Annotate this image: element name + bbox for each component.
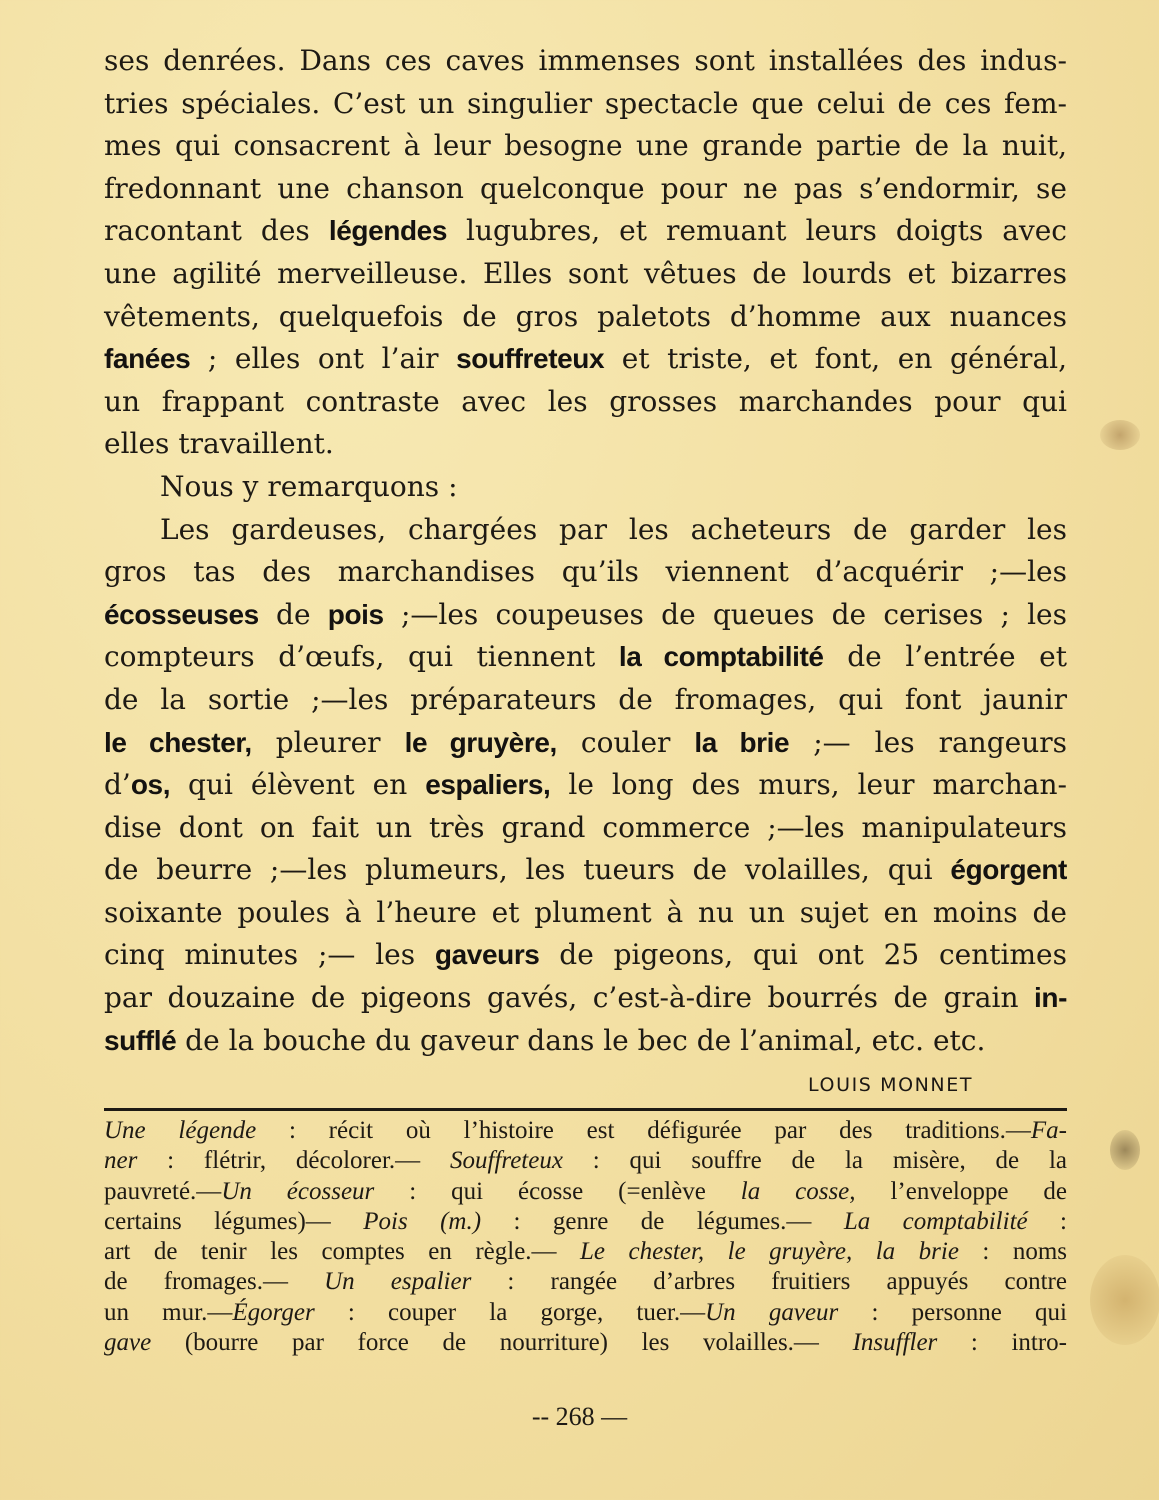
text-run: pleurer: [251, 725, 405, 759]
text-line: [104, 551, 1067, 594]
text-run: et triste, et font, en général,: [604, 342, 1067, 376]
glossary-line: [104, 1207, 1067, 1237]
text-run: ; elles ont l’air: [190, 342, 457, 376]
definition-text: : noms: [958, 1238, 1068, 1266]
glossary-term: Une légende: [104, 1117, 257, 1144]
text-line: [104, 210, 1067, 253]
paper-stain: [1090, 1255, 1159, 1345]
text-run: elles travaillent.: [104, 427, 334, 461]
glossary-term: Fa-: [1030, 1117, 1067, 1144]
text-line: [104, 338, 1067, 381]
text-line: [104, 977, 1067, 1020]
vocabulary-keyword: souffreteux: [456, 343, 605, 375]
text-run: cinq minutes ;— les: [104, 938, 435, 972]
vocabulary-keyword: la comptabilité: [618, 641, 824, 673]
vocabulary-keyword: pois: [327, 598, 384, 630]
text-run: couler: [556, 725, 695, 759]
text-line: [104, 934, 1067, 977]
paper-stain: [1100, 420, 1140, 450]
text-run: de la sortie ;—les préparateurs de fromages, qui font jaunir: [104, 682, 1067, 716]
definition-text: certains légumes)—: [104, 1207, 364, 1235]
text-run: ses denrées. Dans ces caves immenses sont installées des indus-: [104, 44, 1067, 77]
vocabulary-keyword: fanées: [104, 343, 191, 375]
vocabulary-keyword: sufflé: [104, 1024, 177, 1056]
text-run: gros tas des marchandises qu’ils viennent d’acquérir ;—les: [104, 555, 1067, 589]
text-run: dise dont on fait un très grand commerce ;—les manipulateurs: [104, 810, 1067, 844]
text-run: de beurre ;—les plumeurs, les tueurs de volailles, qui: [104, 853, 951, 887]
text-line: [104, 849, 1067, 892]
definition-text: art de tenir les comptes en règle.—: [104, 1238, 581, 1266]
vocabulary-keyword: os,: [130, 769, 171, 801]
page-number: -- 268 —: [531, 1402, 628, 1431]
text-line: [104, 466, 1067, 509]
text-run: compteurs d’œufs, qui tiennent: [104, 640, 619, 674]
glossary-term: Un écosseur: [221, 1177, 375, 1205]
glossary-term: Pois (m.): [363, 1207, 482, 1235]
glossary-line: [104, 1177, 1067, 1207]
text-run: le long des murs, leur marchan-: [550, 768, 1067, 802]
definition-text: : qui écosse (=enlève: [374, 1177, 741, 1205]
text-line: [104, 764, 1067, 807]
definition-text: : récit où l’histoire est défigurée par des traditions.—: [256, 1117, 1031, 1144]
text-line: [104, 636, 1067, 679]
glossary-line: [104, 1328, 1067, 1358]
text-line: [104, 253, 1067, 296]
text-line: [104, 423, 1067, 466]
text-run: d’: [104, 768, 131, 802]
glossary-line: [104, 1116, 1067, 1146]
text-line: [104, 594, 1067, 637]
text-line: [104, 509, 1067, 552]
vocabulary-keyword: écosseuses: [104, 598, 259, 630]
glossary-term: La comptabilité: [843, 1207, 1028, 1235]
text-run: tries spéciales. C’est un singulier spectacle que celui de ces fem-: [104, 86, 1067, 120]
glossary-term: Un gaveur: [705, 1298, 839, 1326]
text-run: vêtements, quelquefois de gros paletots d’homme aux nuances: [104, 299, 1067, 333]
glossary-term: gave: [104, 1329, 152, 1357]
text-run: de pigeons, qui ont 25 centimes: [539, 938, 1067, 972]
definition-text: : genre de légumes.—: [481, 1207, 844, 1235]
text-run: qui élèvent en: [170, 768, 426, 802]
paper-stain: [1110, 1130, 1140, 1170]
glossary-term: Le chester, le gruyère, la brie: [580, 1238, 959, 1266]
glossary-term: Égorger: [232, 1298, 315, 1326]
text-run: ;— les rangeurs: [789, 725, 1067, 759]
text-run: de: [258, 597, 328, 631]
text-run: Nous y remarquons :: [160, 469, 458, 503]
definition-text: : intro-: [937, 1329, 1067, 1357]
text-run: mes qui consacrent à leur besogne une grande partie de la nuit,: [104, 129, 1067, 163]
definition-text: : qui souffre de la misère, de la: [562, 1147, 1068, 1175]
text-run: Les gardeuses, chargées par les acheteurs de garder les: [160, 512, 1067, 546]
text-run: ;—les coupeuses de queues de cerises ; les: [383, 597, 1067, 631]
text-run: une agilité merveilleuse. Elles sont vêtues de lourds et bizarres: [104, 256, 1067, 290]
text-line: [104, 83, 1067, 126]
glossary-line: [104, 1237, 1067, 1267]
text-run: de l’entrée et: [823, 640, 1068, 674]
definition-text: : flétrir, décolorer.—: [137, 1147, 451, 1175]
text-run: un frappant contraste avec les grosses marchandes pour qui: [104, 384, 1067, 418]
glossary-line: [104, 1298, 1067, 1328]
vocabulary-keyword: égorgent: [950, 854, 1067, 886]
text-run: lugubres, et remuant leurs doigts avec: [447, 214, 1067, 248]
definition-text: pauvreté.—: [104, 1177, 222, 1205]
definition-text: l’enveloppe de: [855, 1177, 1067, 1205]
text-line: [104, 722, 1067, 765]
text-run: racontant des: [104, 214, 329, 248]
text-line: [104, 125, 1067, 168]
text-line: [104, 40, 1067, 83]
definition-text: : rangée d’arbres fruitiers appuyés contre: [471, 1268, 1067, 1296]
glossary-term: la cosse,: [740, 1177, 856, 1205]
author-signature: LOUIS MONNET: [808, 1074, 974, 1096]
main-text: [104, 40, 1067, 1062]
footnote-divider: [104, 1108, 1067, 1111]
text-line: [104, 1020, 1067, 1063]
glossary-line: [104, 1267, 1067, 1297]
glossary-term: Souffreteux: [450, 1147, 563, 1175]
vocabulary-keyword: le chester,: [104, 726, 252, 758]
glossary-term: ner: [104, 1147, 138, 1175]
definition-text: un mur.—: [104, 1298, 233, 1326]
glossary-term: Insuffler: [852, 1329, 938, 1357]
vocabulary-keyword: gaveurs: [434, 939, 540, 971]
vocabulary-keyword: le gruyère,: [404, 726, 557, 758]
text-line: [104, 679, 1067, 722]
text-run: soixante poules à l’heure et plument à nu un sujet en moins de: [104, 895, 1067, 929]
glossary-notes: [104, 1116, 1067, 1358]
vocabulary-keyword: légendes: [328, 215, 447, 247]
definition-text: :: [1027, 1207, 1067, 1235]
glossary-term: Un espalier: [324, 1268, 472, 1296]
text-run: par douzaine de pigeons gavés, c’est-à-dire bourrés de grain: [104, 981, 1034, 1015]
text-line: [104, 892, 1067, 935]
vocabulary-keyword: la brie: [694, 726, 790, 758]
definition-text: : couper la gorge, tuer.—: [314, 1298, 706, 1326]
text-line: [104, 168, 1067, 211]
definition-text: de fromages.—: [104, 1268, 325, 1296]
text-run: fredonnant une chanson quelconque pour ne pas s’endormir, se: [104, 171, 1067, 205]
text-line: [104, 381, 1067, 424]
text-line: [104, 807, 1067, 850]
glossary-line: [104, 1146, 1067, 1176]
vocabulary-keyword: espaliers,: [425, 769, 551, 801]
text-line: [104, 296, 1067, 339]
definition-text: : personne qui: [838, 1298, 1067, 1326]
definition-text: (bourre par force de nourriture) les volailles.—: [151, 1329, 853, 1357]
vocabulary-keyword: in-: [1033, 982, 1067, 1014]
text-run: de la bouche du gaveur dans le bec de l’animal, etc. etc.: [176, 1023, 986, 1057]
